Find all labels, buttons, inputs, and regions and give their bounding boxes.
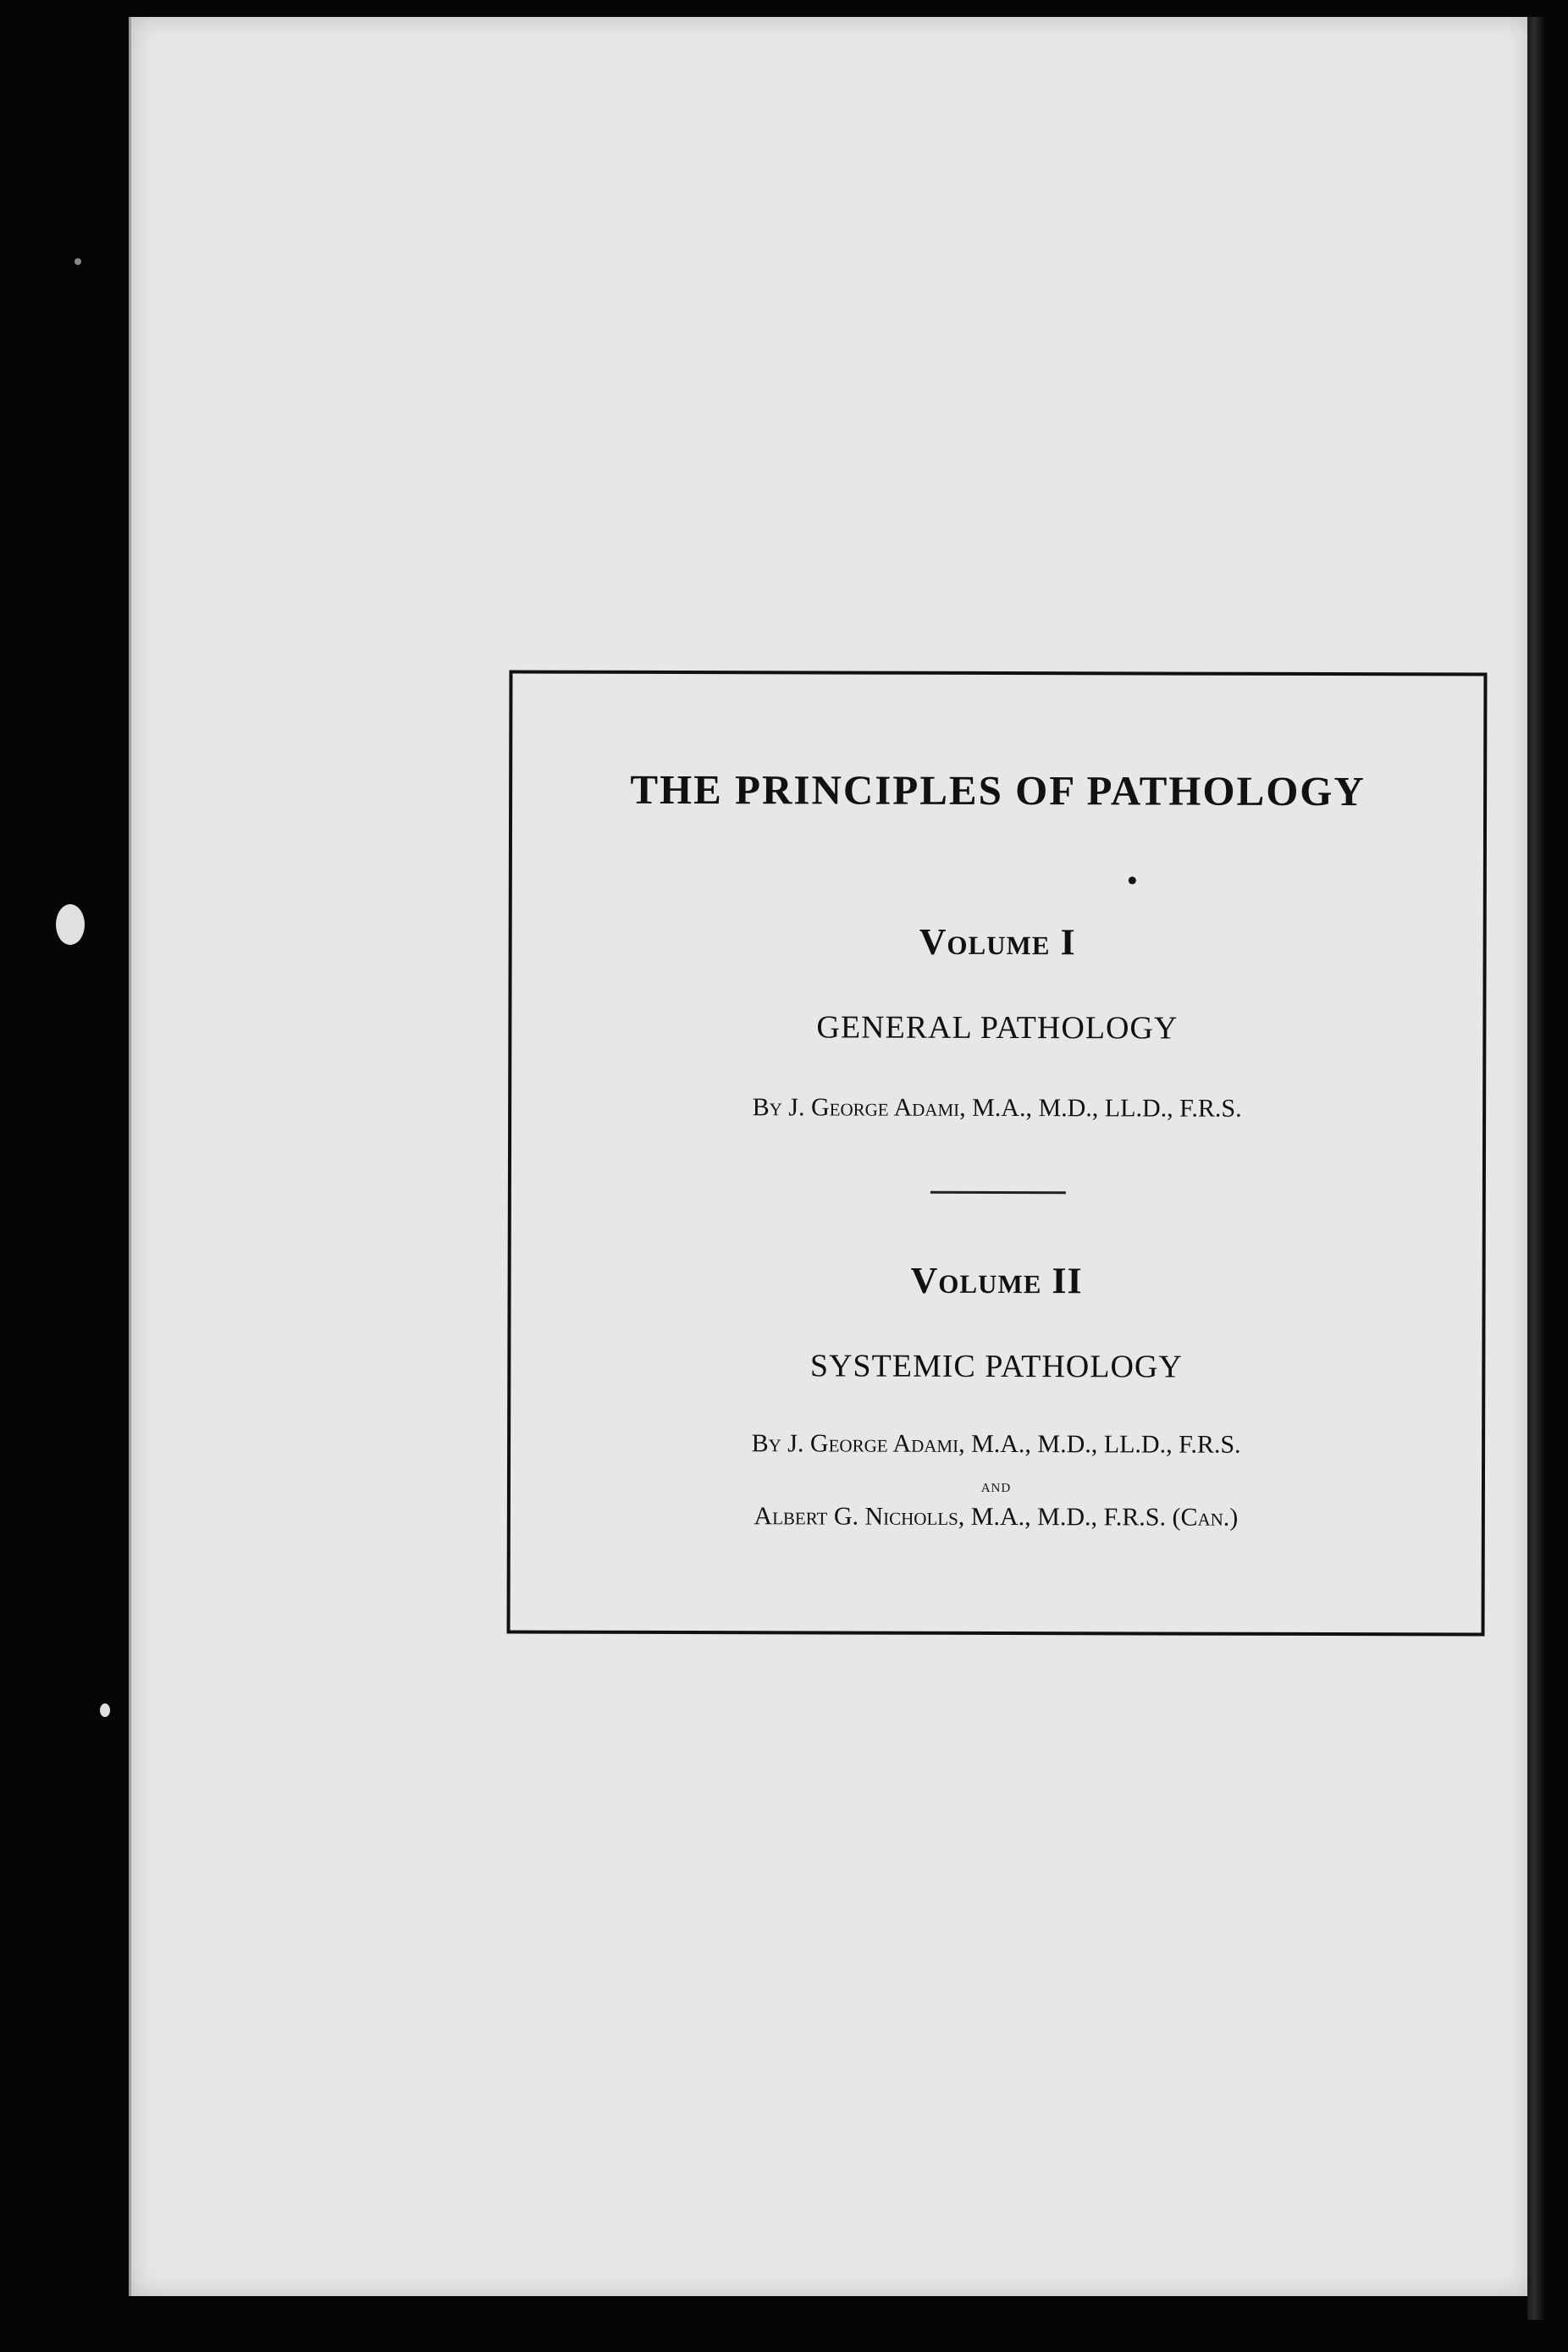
volume-1-label: Volume I [919,920,1076,963]
volume-2-conjunction: and [980,1474,1012,1497]
scan-artifact-speck [56,904,85,945]
volume-2-authors: By J. George Adami, M.A., M.D., LL.D., F.R.S. [751,1429,1241,1459]
series-title: THE PRINCIPLES OF PATHOLOGY [630,765,1366,815]
scan-artifact-speck [100,1703,110,1717]
section-divider [930,1191,1066,1194]
volume-2-label: Volume II [910,1259,1083,1302]
volume-1-subject: GENERAL PATHOLOGY [816,1009,1179,1046]
paper-page [129,17,1530,2296]
title-frame [507,670,1488,1636]
volume-2-coauthor: Albert G. Nicholls, M.A., M.D., F.R.S. (Can.) [754,1502,1239,1532]
volume-2-subject: SYSTEMIC PATHOLOGY [809,1348,1183,1385]
book-spine-edge [1527,17,1544,2320]
volume-1-authors: By J. George Adami, M.A., M.D., LL.D., F.R.S. [752,1093,1242,1123]
scan-artifact-speck [75,258,81,265]
stray-dot-mark [1129,876,1136,884]
